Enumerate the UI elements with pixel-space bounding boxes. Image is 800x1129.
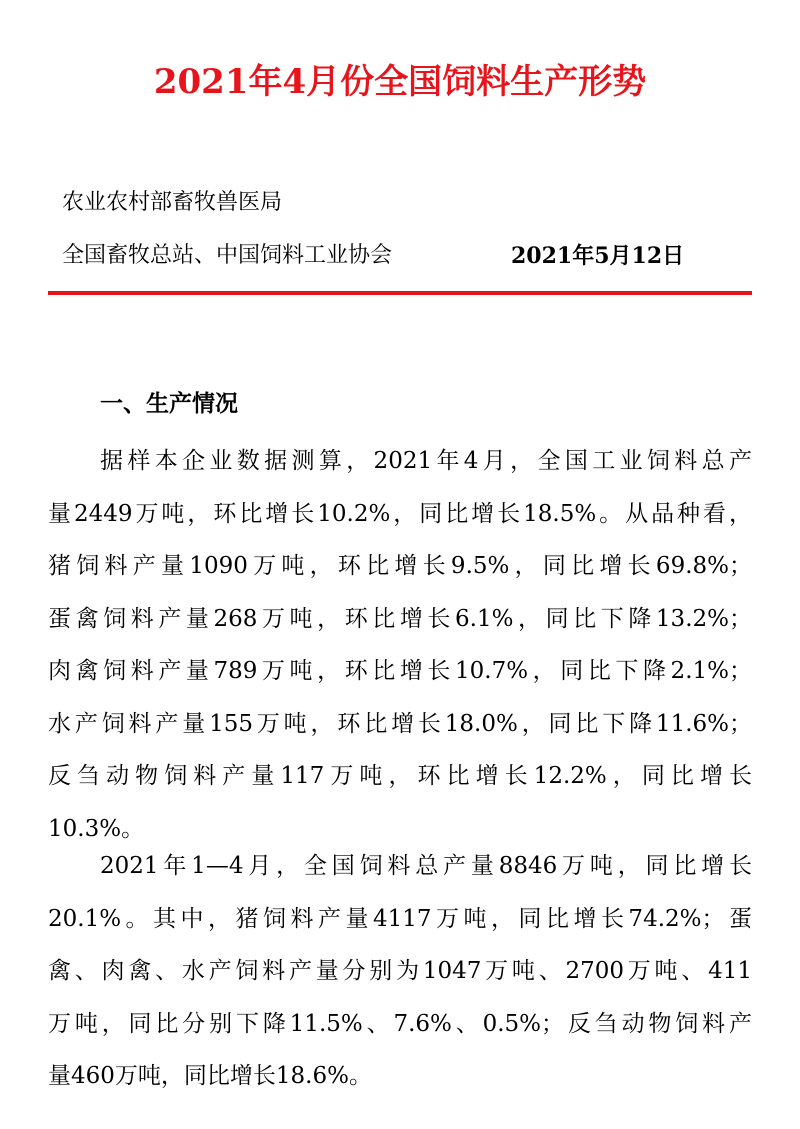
paragraph-line: 水产饲料产量155万吨，环比增长18.0%，同比下降11.6%； <box>48 710 752 737</box>
issuer-line-1: 农业农村部畜牧兽医局 <box>62 190 283 215</box>
paragraph-line: 反刍动物饲料产量117万吨，环比增长12.2%，同比增长 <box>48 763 752 789</box>
paragraph-1 <box>48 435 752 855</box>
paragraph-line: 肉禽饲料产量789万吨，环比增长10.7%，同比下降2.1%； <box>48 658 752 684</box>
paragraph-line: 量460万吨，同比增长18.6%。 <box>48 1063 372 1089</box>
issuer-line-2: 全国畜牧总站、中国饲料工业协会 <box>62 243 393 268</box>
paragraph-line: 10.3%。 <box>48 815 145 842</box>
paragraph-line: 量2449万吨，环比增长10.2%，同比增长18.5%。从品种看， <box>48 500 752 527</box>
document-title: 2021年4月份全国饲料生产形势 <box>153 62 647 102</box>
header-divider <box>48 291 752 295</box>
issue-date: 2021年5月12日 <box>511 243 685 269</box>
paragraph-line: 2021年1—4月，全国饲料总产量8846万吨，同比增长 <box>100 853 752 879</box>
paragraph-line: 万吨，同比分别下降11.5%、7.6%、0.5%；反刍动物饲料产 <box>48 1010 752 1037</box>
paragraph-line: 猪饲料产量1090万吨，环比增长9.5%，同比增长69.8%； <box>48 553 752 579</box>
paragraph-2 <box>48 840 752 1103</box>
paragraph-line: 禽、肉禽、水产饲料产量分别为1047万吨、2700万吨、411 <box>48 958 752 984</box>
paragraph-line: 据样本企业数据测算，2021年4月，全国工业饲料总产 <box>100 448 752 474</box>
section-heading: 一、生产情况 <box>100 391 238 417</box>
paragraph-line: 20.1%。其中，猪饲料产量4117万吨，同比增长74.2%；蛋 <box>48 905 752 932</box>
paragraph-line: 蛋禽饲料产量268万吨，环比增长6.1%，同比下降13.2%； <box>48 605 752 632</box>
